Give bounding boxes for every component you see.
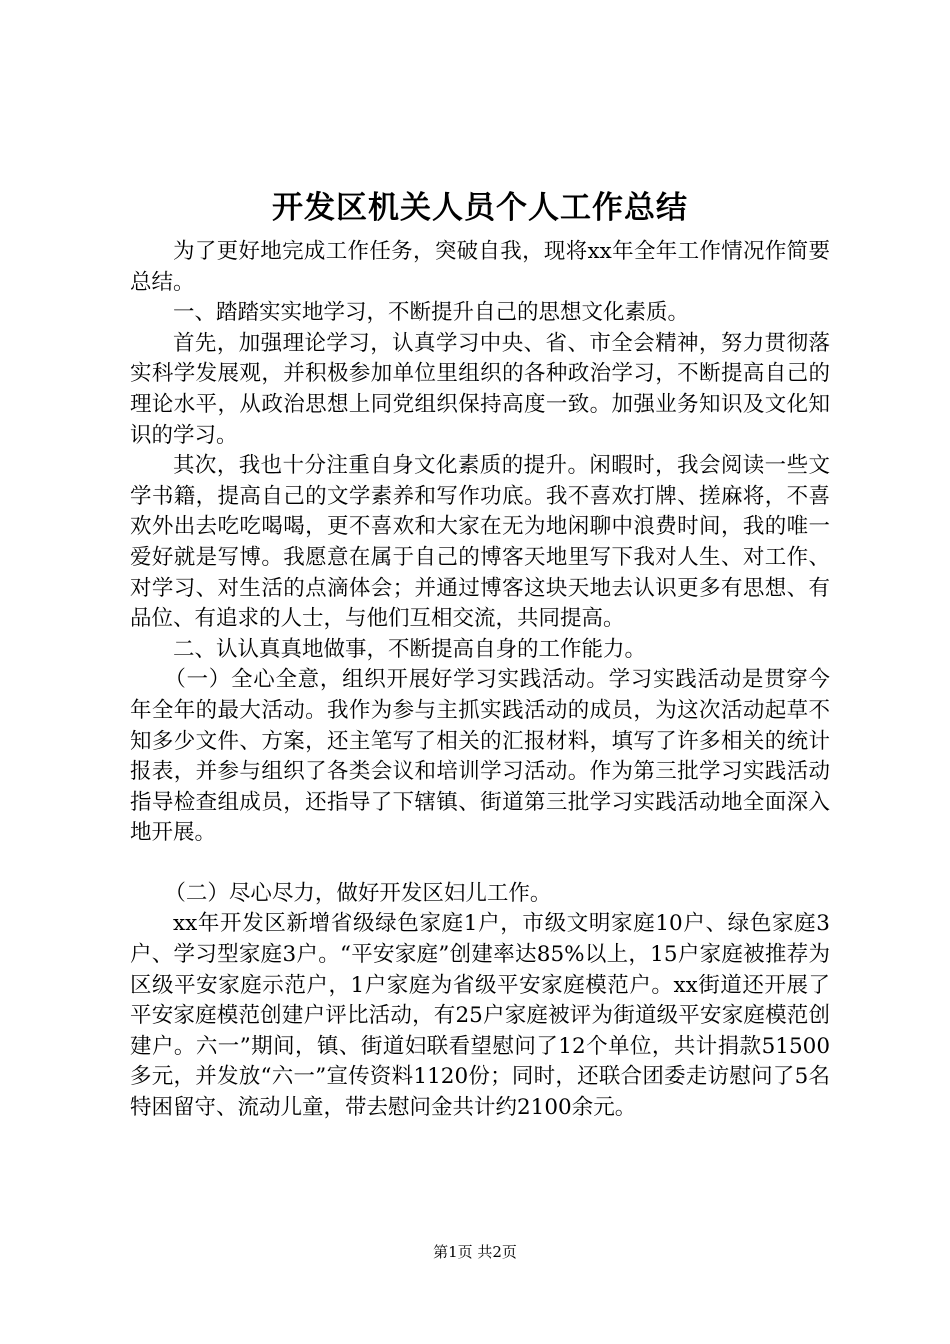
paragraph-women-children: xx年开发区新增省级绿色家庭1户，市级文明家庭10户、绿色家庭3户、学习型家庭3户。“平安家庭”创建率达85%以上，15户家庭被推荐为区级平安家庭示范户，1户家庭为省级平安家庭模范户。xx街道还开展了平安家庭模范创建户评比活动，有25户家庭被评为街道级平安家庭模范创建户。六一”期间，镇、街道妇联看望慰问了12个单位，共计捐款51500多元，并发放“六一”宣传资料1120份；同时，还联合团委走访慰问了5名特困留守、流动儿童，带去慰问金共计约2100余元。 — [130, 911, 830, 1121]
paragraph-intro: 为了更好地完成工作任务，突破自我，现将xx年全年工作情况作简要总结。 — [130, 239, 830, 295]
paragraph-first: 首先，加强理论学习，认真学习中央、省、市全会精神，努力贯彻落实科学发展观，并积极参加单位里组织的各种政治学习，不断提高自己的理论水平，从政治思想上同党组织保持高度一致。加强业务知识及文化知识的学习。 — [130, 330, 830, 448]
subsection-2-heading: （二）尽心尽力，做好开发区妇儿工作。 — [164, 880, 552, 906]
section-heading-2: 二、认认真真地做事，不断提高自身的工作能力。 — [173, 636, 647, 662]
section-heading-1: 一、踏踏实实地学习，不断提升自己的思想文化素质。 — [173, 300, 690, 326]
subsection-1: （一）全心全意，组织开展好学习实践活动。学习实践活动是贯穿今年全年的最大活动。我作为参与主抓实践活动的成员，为这次活动起草不知多少文件、方案，还主笔写了相关的汇报材料，填写了许多相关的统计报表，并参与组织了各类会议和培训学习活动。作为第三批学习实践活动指导检查组成员，还指导了下辖镇、街道第三批学习实践活动地全面深入地开展。 — [130, 667, 830, 846]
document-body — [130, 237, 830, 1124]
paragraph-second: 其次，我也十分注重自身文化素质的提升。闲暇时，我会阅读一些文学书籍，提高自己的文学素养和写作功底。我不喜欢打牌、搓麻将，不喜欢外出去吃吃喝喝，更不喜欢和大家在无为地闲聊中浪费时间，我的唯一爱好就是写博。我愿意在属于自己的博客天地里写下我对人生、对工作、对学习、对生活的点滴体会；并通过博客这块天地去认识更多有思想、有品位、有追求的人士，与他们互相交流，共同提高。 — [130, 453, 830, 632]
document-title: 开发区机关人员个人工作总结 — [272, 190, 688, 226]
page-footer: 第1页 共2页 — [433, 1243, 517, 1261]
